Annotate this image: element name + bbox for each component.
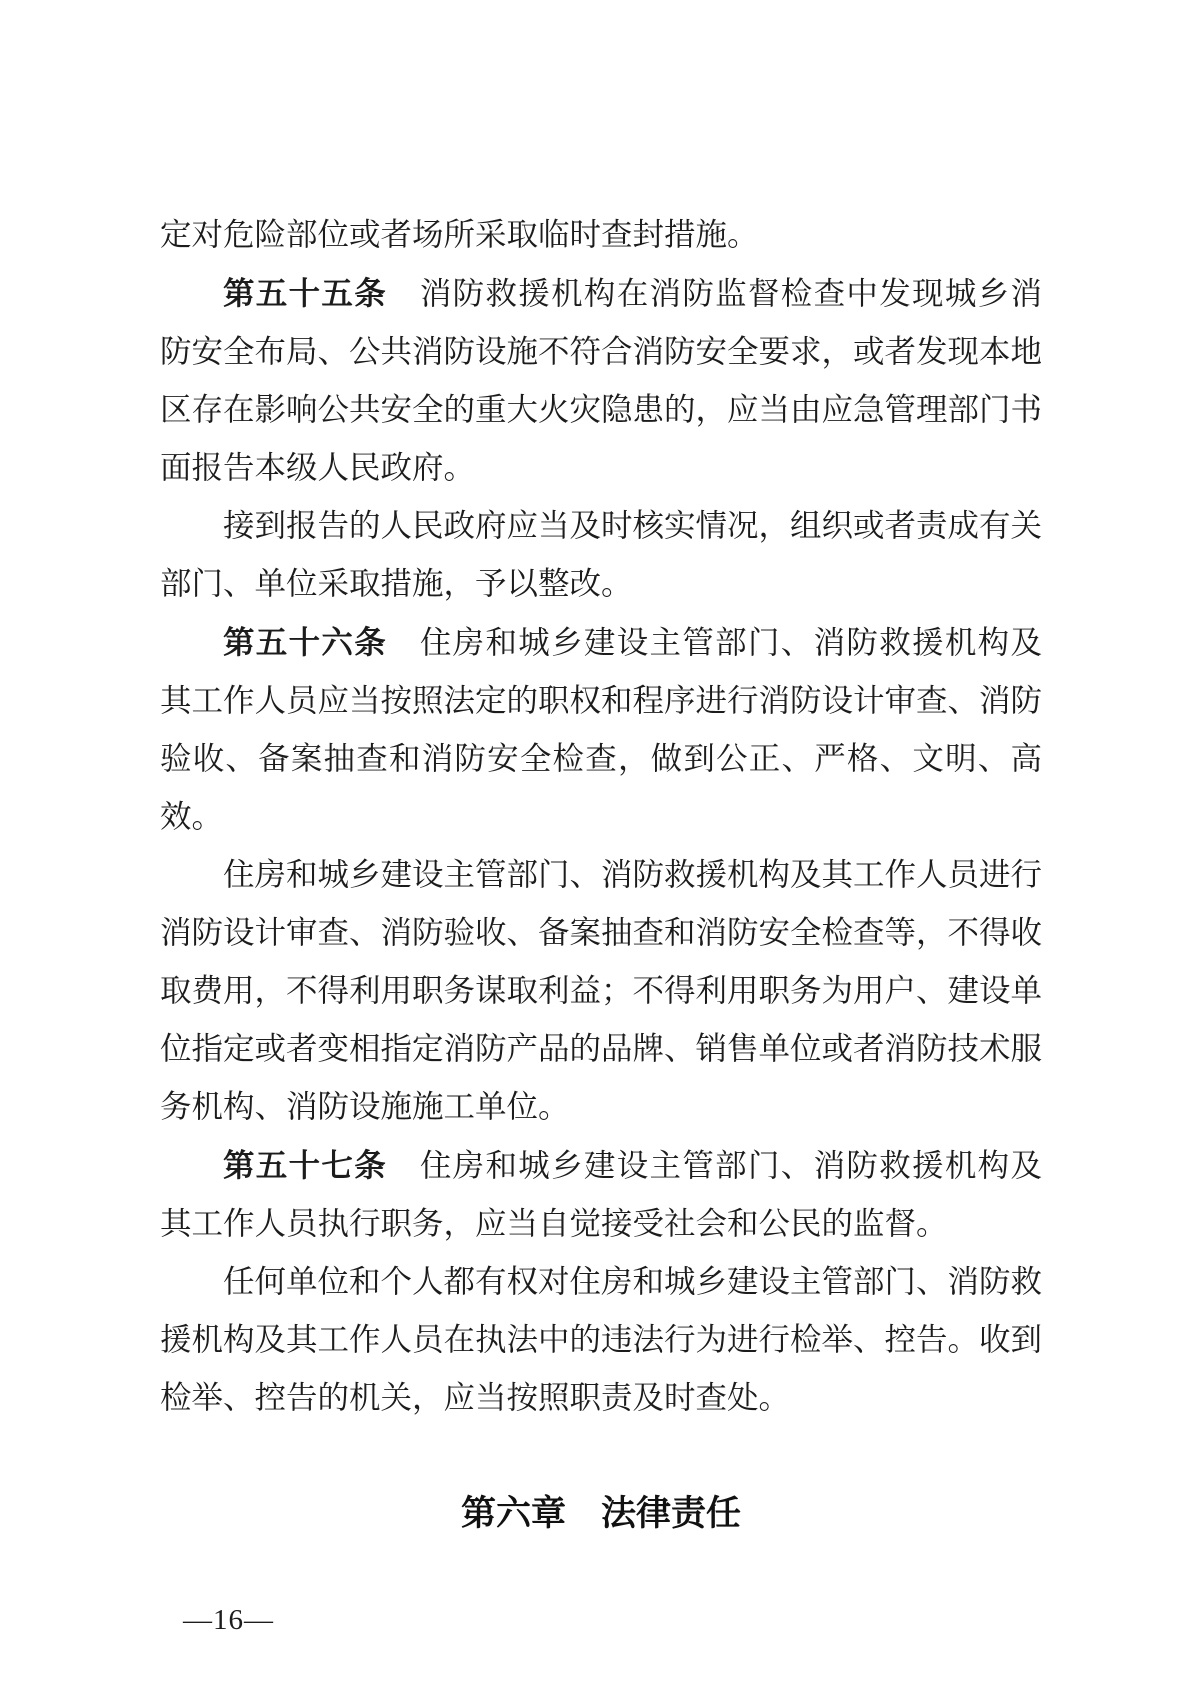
- chapter-heading: 第六章 法律责任: [460, 1494, 741, 1533]
- article-number: 第五十五条: [223, 275, 388, 311]
- paragraph: 第五十七条 住房和城乡建设主管部门、消防救援机构及其工作人员执行职务，应当自觉接受社会和公民的监督。: [160, 1147, 1042, 1241]
- page-number: —16—: [183, 1604, 274, 1636]
- paragraph: 住房和城乡建设主管部门、消防救援机构及其工作人员进行消防设计审查、消防验收、备案抽查和消防安全检查等，不得收取费用，不得利用职务谋取利益；不得利用职务为用户、建设单位指定或者变相指定消防产品的品牌、销售单位或者消防技术服务机构、消防设施施工单位。: [160, 857, 1043, 1124]
- paragraph: 定对危险部位或者场所采取临时查封措施。: [160, 217, 759, 252]
- document-body: [160, 206, 1042, 1543]
- paragraph: 接到报告的人民政府应当及时核实情况，组织或者责成有关部门、单位采取措施，予以整改。: [160, 508, 1043, 601]
- paragraph: 任何单位和个人都有权对住房和城乡建设主管部门、消防救援机构及其工作人员在执法中的违法行为进行检举、控告。收到检举、控告的机关，应当按照职责及时查处。: [160, 1264, 1043, 1415]
- article-number: 第五十六条: [223, 624, 388, 660]
- paragraph: 第五十六条 住房和城乡建设主管部门、消防救援机构及其工作人员应当按照法定的职权和程序进行消防设计审查、消防验收、备案抽查和消防安全检查，做到公正、严格、文明、高效。: [160, 624, 1043, 834]
- paragraph: 第五十五条 消防救援机构在消防监督检查中发现城乡消防安全布局、公共消防设施不符合消防安全要求，或者发现本地区存在影响公共安全的重大火灾隐患的，应当由应急管理部门书面报告本级人民政府。: [160, 275, 1043, 485]
- article-number: 第五十七条: [223, 1147, 388, 1183]
